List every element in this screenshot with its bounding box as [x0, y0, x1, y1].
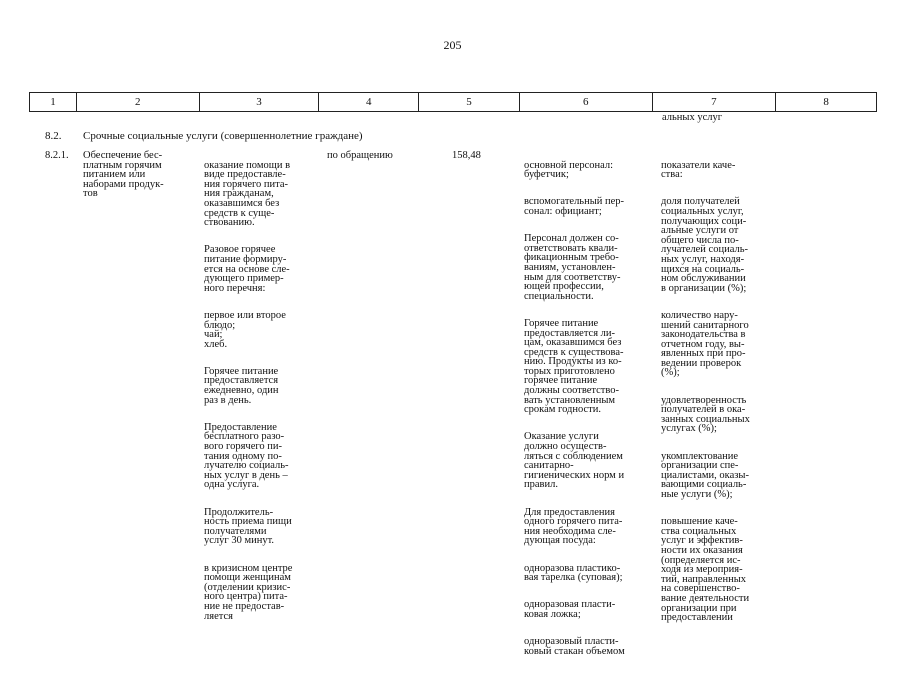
- conditions-paragraph: вспомогательный пер- сонал: официант;: [524, 196, 625, 217]
- row-number: 8.2.1.: [45, 150, 69, 161]
- page-number: 205: [443, 38, 462, 52]
- conditions-paragraph: одноразовая пласти- ковая ложка;: [524, 599, 616, 620]
- conditions-paragraph: одноразова пластико- вая тарелка (суповая);: [524, 562, 623, 584]
- indicator-paragraph: укомплектование организации спе- циалистами, оказы- вающими социаль- ные услуги (%);: [661, 450, 749, 500]
- indicator-paragraph: доля получателей социальных услуг, получающих соци- альные услуги от общего числа по- лучателей социаль- ных услуг, находя- щихся на социаль- ном обслуживании в организации (%);: [661, 196, 748, 294]
- service-description: [204, 151, 292, 639]
- conditions-paragraph: Для предоставления одного горячего пита- ния необходима сле- дующая посуда:: [524, 506, 623, 547]
- description-paragraph: Разовое горячее питание формиру- ется на основе сле- дующего пример- ного перечня:: [204, 244, 290, 294]
- conditions-paragraph: Горячее питание предоставляется ли- цам, оказавшимся без средств к существова- нию. Продукты из ко- торых приготовлено горячее питание должны соответство- вать установленным срокам годности.: [524, 317, 624, 416]
- quality-indicators: [661, 151, 750, 640]
- description-paragraph: Горячее питание предоставляется ежедневно, один раз в день.: [204, 365, 279, 406]
- header-col-4: 4: [319, 93, 419, 111]
- conditions-paragraph: основной персонал: буфетчик;: [524, 159, 614, 181]
- table-header: [29, 92, 877, 112]
- description-paragraph: в кризисном центре помощи женщинам (отделении кризис- ного центра) пита- ние не предостав- ляется: [204, 562, 293, 622]
- provision-terms: по обращению: [327, 150, 393, 161]
- description-paragraph: первое или второе блюдо; чай; хлеб.: [204, 309, 286, 350]
- conditions-paragraph: Персонал должен со- ответствовать квали- фикационным требо- ваниям, установлен- ным для соответству- ющей профессии, специальности.: [524, 233, 621, 302]
- indicator-paragraph: показатели каче- ства:: [661, 159, 736, 181]
- header-col-2: 2: [77, 93, 200, 111]
- conditions-paragraph: Оказание услуги должно осуществ- ляться с соблюдением санитарно- гигиенических норм и правил.: [524, 431, 625, 491]
- description-paragraph: Продолжитель- ность приема пищи получателями услуг 30 минут.: [204, 506, 292, 547]
- header-col-3: 3: [200, 93, 320, 111]
- section-title: Срочные социальные услуги (совершеннолетние граждане): [83, 130, 363, 142]
- section-number: 8.2.: [45, 130, 62, 142]
- description-paragraph: Предоставление бесплатного разо- вого горячего пи- тания одному по- лучателю социаль- ных услуг в день – одна услуга.: [204, 421, 289, 491]
- indicator-paragraph: удовлетворенность получателей в ока- занных социальных услугах (%);: [661, 394, 750, 435]
- tariff-value: 158,48: [452, 150, 481, 161]
- conditions-paragraph: одноразовый пласти- ковый стакан объемом: [524, 636, 625, 657]
- header-col-1: 1: [30, 93, 77, 111]
- header-col-7: 7: [653, 93, 777, 111]
- carryover-text: альных услуг: [662, 112, 723, 123]
- description-paragraph: оказание помощи в виде предоставле- ния горячего пита- ния гражданам, оказавшимся без средств к суще- ствованию.: [204, 159, 291, 229]
- indicator-paragraph: повышение каче- ства социальных услуг и эффектив- ности их оказания (определяется ис- ходя из мероприя- тий, направленных на совершенство- вание деятельности организации при предоставлении: [661, 516, 750, 624]
- header-col-5: 5: [419, 93, 520, 111]
- header-col-6: 6: [520, 93, 653, 111]
- indicator-paragraph: количество нару- шений санитарного законодательства в отчетном году, вы- явленных при про- ведении проверок (%);: [661, 309, 749, 379]
- service-conditions: [524, 151, 625, 674]
- service-name: Обеспечение бес- платным горячим питанием или наборами продук- тов: [83, 150, 164, 200]
- header-col-8: 8: [823, 96, 829, 108]
